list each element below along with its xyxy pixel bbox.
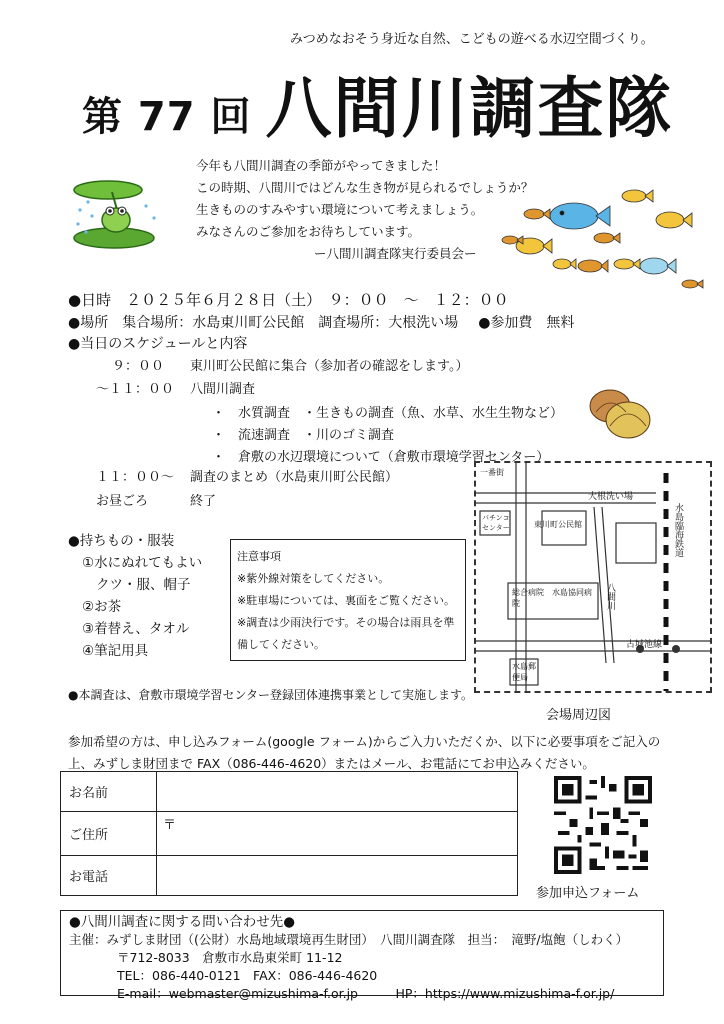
map-caption: 会場周辺図 [546,708,612,723]
activity-item: ・ 倉敷の水辺環境について（倉敷市環境学習センター） [212,450,550,465]
schedule-time: １１：００～ [96,470,175,485]
map-label-center: パチンコ センター [482,514,517,532]
schedule-desc: 東川町公民館に集合（参加者の確認をします。） [190,359,469,374]
notes-title: 注意事項 [237,550,281,563]
items-title: ●持ちもの・服装 [68,533,175,549]
intro-signature: ー八間川調査隊実行委員会ー [314,246,477,261]
event-fee: ●参加費 無料 [478,315,575,331]
note-item: ※駐車場については、裏面をご覧ください。 [237,594,455,607]
item: ④筆記用具 [82,643,149,659]
map-label-rail: 水島臨海鉄道 [673,503,683,557]
map-label-post: 水島郵便局 [512,662,536,682]
schedule-time: お昼ごろ [96,494,149,509]
page-title [82,62,674,147]
phone-label: お電話 [61,856,157,896]
frog-illustration [72,180,168,250]
address-label: ご住所 [61,812,157,856]
tagline: みつめなおそう身近な自然、こどもの遊べる水辺空間づくり。 [290,32,654,47]
activity-item: ・ 水質調査 ・生きもの調査（魚、水草、水生生物など） [212,406,564,421]
footnote: ●本調査は、倉敷市環境学習センター登録団体連携事業として実施します。 [68,688,474,702]
event-place: ●場所 集合場所：水島東川町公民館 調査場所：大根洗い場 ●参加費 無料 [68,315,575,331]
map-label-kojo: 古城池線 [626,640,663,650]
map-label-river: 八間川 [605,583,615,610]
venue-map [474,461,712,693]
note-item: ※調査は少雨決行です。その場合は雨具を準備してください。 [237,616,455,651]
event-datetime: ●日時 ２０２５年６月２８日（土） ９：００ ～ １２：００ [68,291,509,309]
qr-caption: 参加申込フォーム [536,886,640,901]
map-label-hall: 東川町公民館 [534,520,582,529]
contact-org: 主催：みずしま財団（(公財）水島地域環境再生財団） 八間川調査隊 担当： 滝野/塩飽（しわく） [69,932,629,947]
intro-line: この時期、八間川ではどんな生き物が見られるでしょうか？ [196,180,534,195]
intro-line: 今年も八間川調査の季節がやってきました！ [196,158,447,173]
schedule-time: ９：００ [112,359,165,374]
name-field[interactable] [157,772,518,812]
item: クツ・服、帽子 [96,577,191,593]
address-field[interactable] [157,812,518,856]
note-item: ※紫外線対策をしてください。 [237,572,390,585]
postal-mark: 〒 [163,818,177,833]
title-main: 八間川調査隊 [265,70,674,147]
contact-web[interactable]: E-mail：webmaster@mizushima-f.or.jp HP：https://www.mizushima-f.or.jp/ [117,986,615,1001]
phone-field[interactable] [157,856,518,896]
apply-text: 参加希望の方は、申し込みフォーム(google フォーム)からご入力いただくか、以下に必要事項をご記入の上、みずしま財団まで FAX（086-446-4620）またはメール、お電話にてお申込みください。 [68,734,661,771]
item: ①水にぬれてもよい [82,555,203,571]
schedule-time: ～１１：００ [96,382,175,397]
schedule-desc: 終了 [190,494,217,509]
qr-code-icon[interactable] [554,776,652,874]
activity-item: ・ 流速調査 ・川のゴミ調査 [212,428,395,443]
map-label-daikon: 大根洗い場 [588,492,634,502]
schedule-title: ●当日のスケジュールと内容 [68,336,248,352]
contact-telfax: TEL：086-440-0121 FAX：086-446-4620 [117,968,378,983]
title-prefix: 第 77 回 [82,94,252,140]
map-label-ichi: 一番街 [480,468,504,477]
schedule-desc: 八間川調査 [190,382,256,397]
schedule-desc: 調査のまとめ（水島東川町公民館） [190,470,399,485]
items-list [68,530,202,662]
fish-illustration [494,180,716,296]
contact-title: ●八間川調査に関する問い合わせ先● [69,914,296,930]
contact-box [60,910,664,1001]
intro-text [196,155,533,265]
clam-illustration [588,382,654,442]
intro-line: 生きもののすみやすい環境について考えましょう。 [196,202,484,217]
item: ②お茶 [82,599,122,615]
application-form [60,771,518,896]
notes-box [230,539,466,661]
name-label: お名前 [61,772,157,812]
item: ③着替え、タオル [82,621,190,637]
contact-address: 〒712-8033 倉敷市水島東栄町 11-12 [117,950,343,965]
intro-line: みなさんのご参加をお待ちしています。 [196,224,421,239]
map-label-hospital: 総合病院 水島協同病院 [512,588,592,608]
